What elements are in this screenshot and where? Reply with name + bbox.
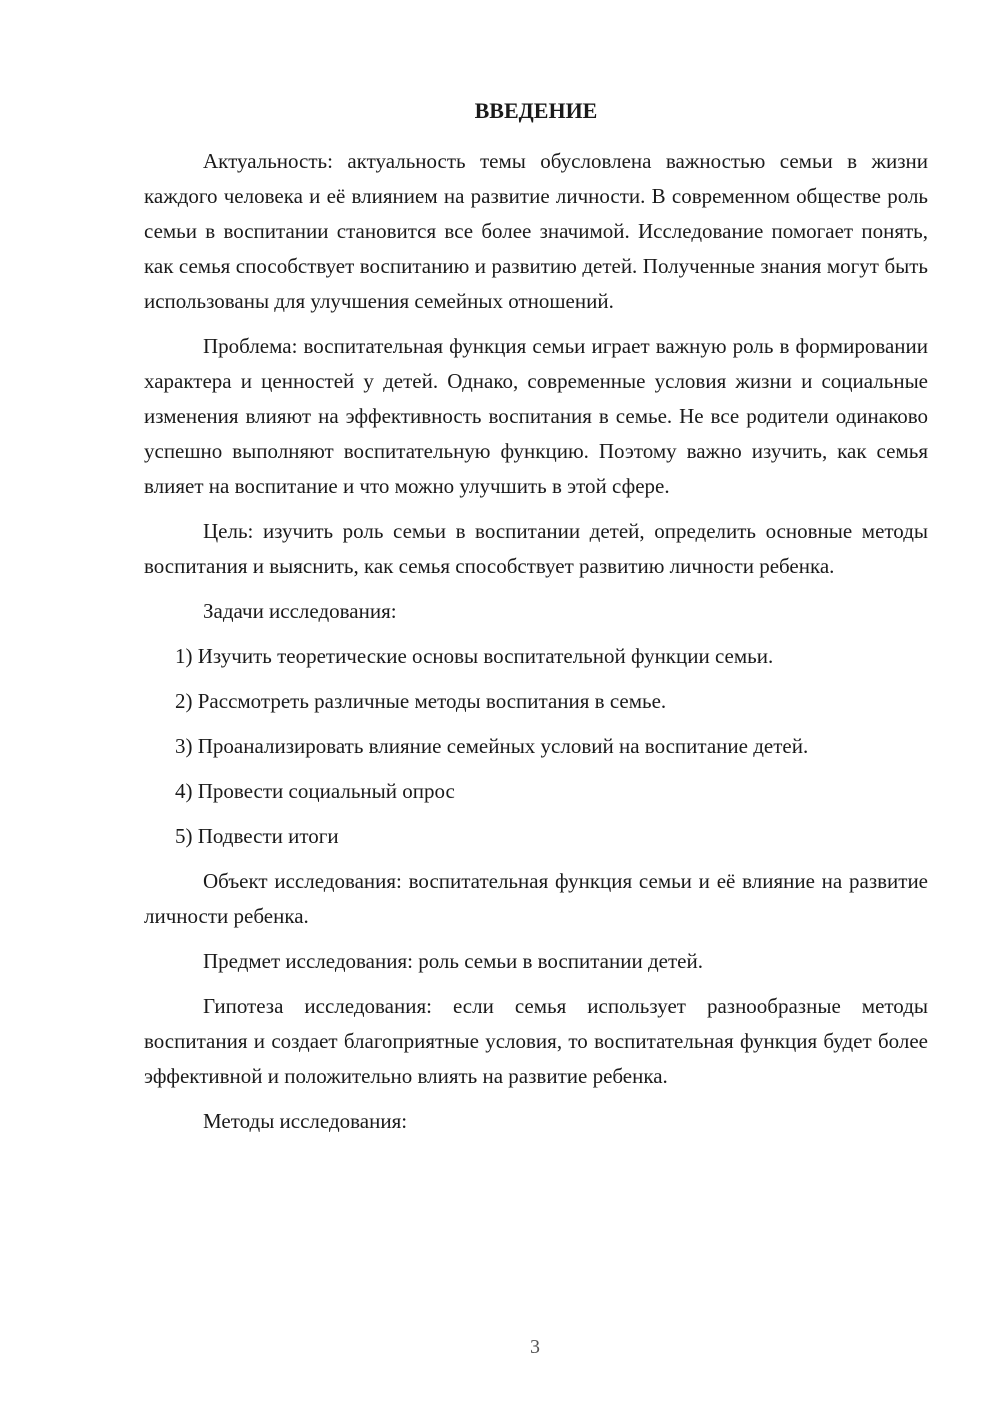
task-item: 1) Изучить теоретические основы воспитательной функции семьи.	[175, 644, 774, 668]
task-item: 5) Подвести итоги	[175, 824, 339, 848]
task-item: 4) Провести социальный опрос	[175, 779, 455, 803]
paragraph-subject: Предмет исследования: роль семьи в воспитании детей.	[203, 949, 703, 973]
methods-heading: Методы исследования:	[203, 1109, 408, 1133]
paragraph-object: Объект исследования: воспитательная функция семьи и её влияние на развитие личности ребенка.	[144, 869, 928, 928]
paragraph-hypothesis: Гипотеза исследования: если семья использует разнообразные методы воспитания и создает благоприятные условия, то воспитательная функция будет более эффективной и положительно влиять на развитие ребенка.	[144, 994, 928, 1088]
section-title: ВВЕДЕНИЕ	[474, 98, 598, 123]
paragraph-relevance: Актуальность: актуальность темы обусловлена важностью семьи в жизни каждого человека и её влиянием на развитие личности. В современном обществе роль семьи в воспитании становится все более значимой. Исследование помогает понять, как семья способствует воспитанию и развитию детей. Полученные знания могут быть использованы для улучшения семейных отношений.	[144, 149, 928, 313]
document-page	[144, 96, 928, 1149]
page-number: 3	[530, 1336, 540, 1358]
paragraph-problem: Проблема: воспитательная функция семьи играет важную роль в формировании характера и ценностей у детей. Однако, современные условия жизни и социальные изменения влияют на эффективность воспитания в семье. Не все родители одинаково успешно выполняют воспитательную функцию. Поэтому важно изучить, как семья влияет на воспитание и что можно улучшить в этой сфере.	[144, 334, 928, 498]
task-item: 2) Рассмотреть различные методы воспитания в семье.	[175, 689, 667, 713]
task-item: 3) Проанализировать влияние семейных условий на воспитание детей.	[175, 734, 809, 758]
tasks-list	[144, 639, 928, 854]
paragraph-goal: Цель: изучить роль семьи в воспитании детей, определить основные методы воспитания и выяснить, как семья способствует развитию личности ребенка.	[144, 519, 928, 578]
tasks-heading: Задачи исследования:	[203, 599, 397, 623]
